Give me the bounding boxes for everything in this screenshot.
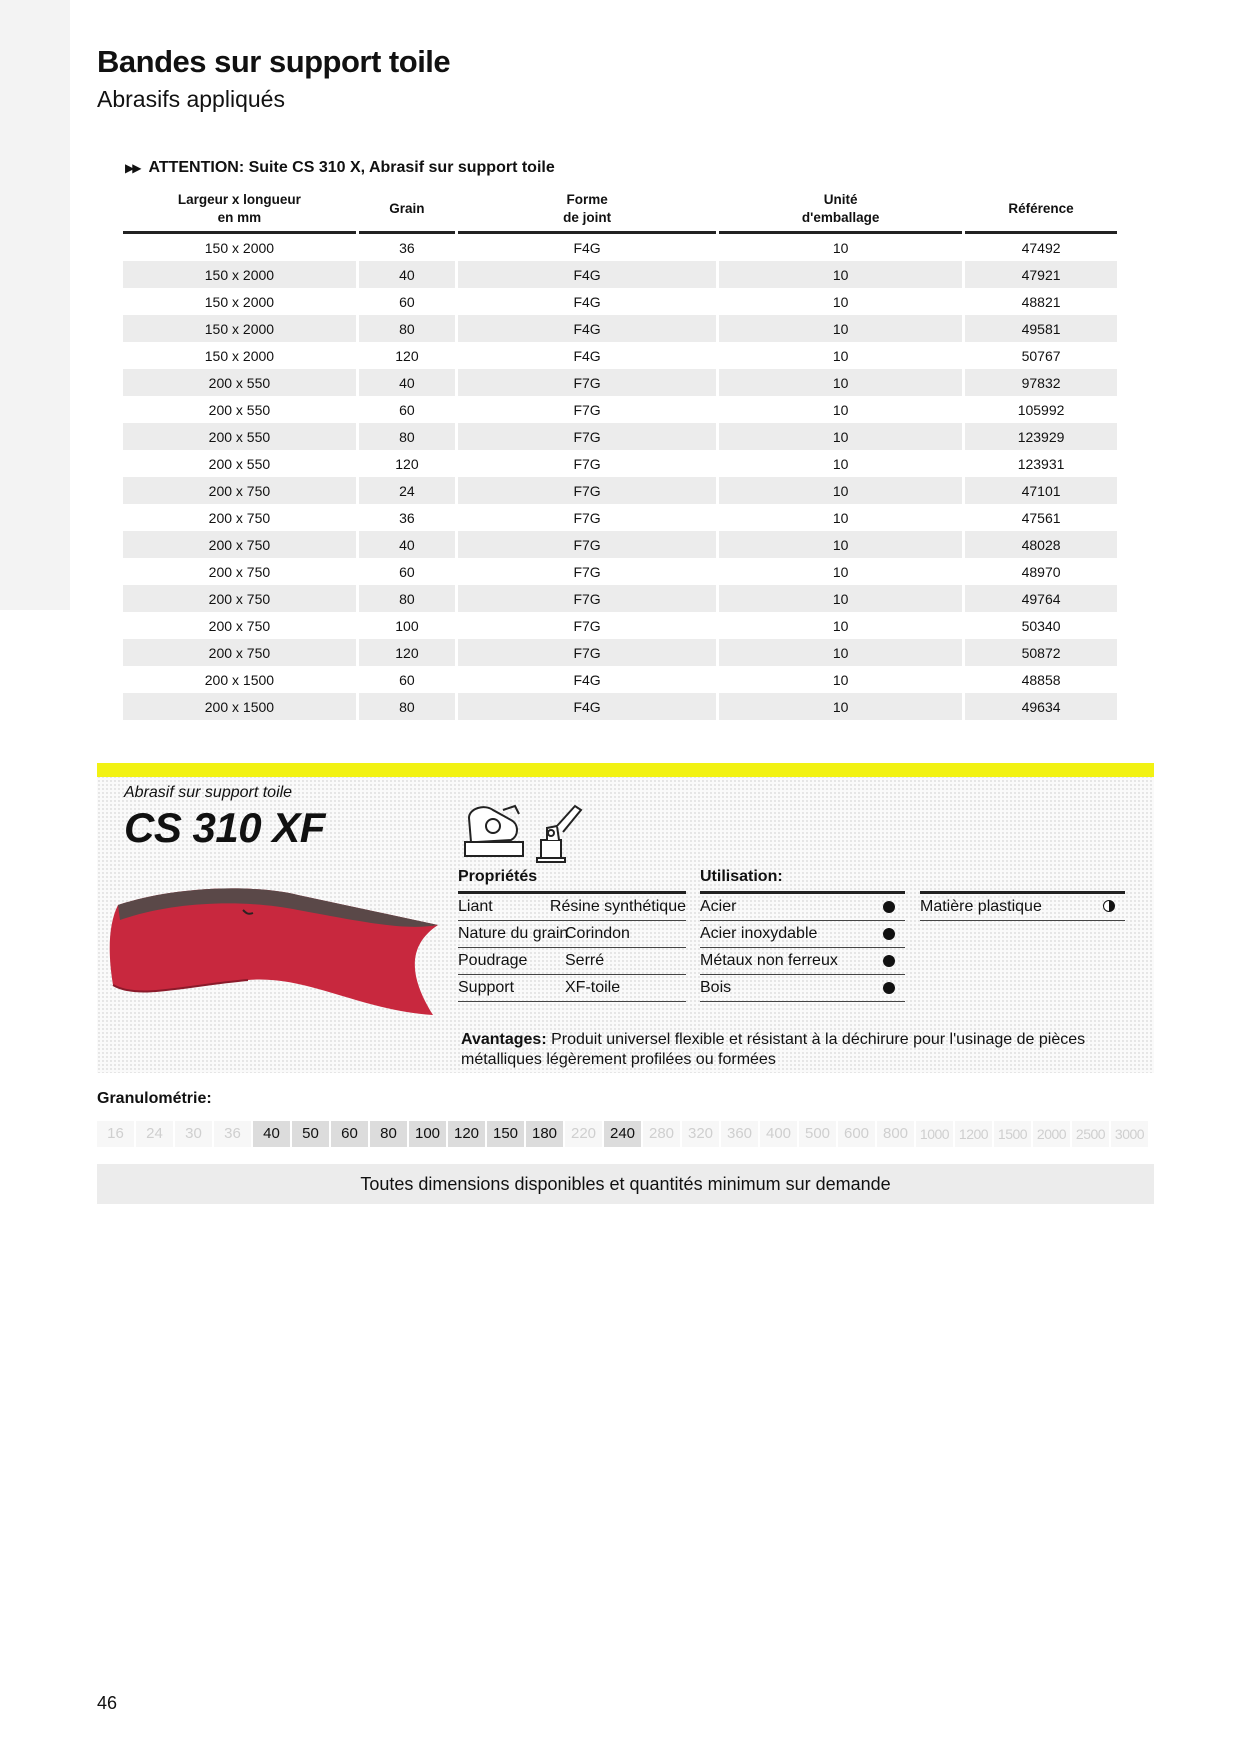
avantages-text (461, 1030, 1161, 1070)
grit-220: 220 (565, 1121, 602, 1147)
table-row (123, 639, 1117, 666)
grit-600: 600 (838, 1121, 875, 1147)
grit-1000: 1000 (916, 1121, 953, 1147)
grit-180: 180 (526, 1121, 563, 1147)
col-header-joint-line1: Forme (566, 192, 608, 207)
cell-unit: 10 (832, 347, 849, 364)
table-row (123, 450, 1117, 477)
col-header-joint (458, 187, 716, 234)
page-number: 46 (97, 1693, 118, 1713)
reference-table-body (123, 234, 1117, 720)
product-accent-bar (97, 763, 1154, 777)
cell-grain: 60 (399, 401, 415, 418)
cell-size: 150 x 2000 (204, 239, 275, 256)
cell-grain: 36 (399, 509, 415, 526)
cell-unit: 10 (719, 423, 962, 450)
cell-joint: F7G (458, 423, 716, 450)
grit-30: 30 (175, 1121, 212, 1147)
grit-1200: 1200 (955, 1121, 992, 1147)
col-header-size-line1: Largeur x longueur (177, 192, 301, 207)
cell-grain: 60 (399, 563, 415, 580)
table-row (123, 423, 1117, 450)
grit-24: 24 (136, 1121, 173, 1147)
table-row (123, 315, 1117, 342)
cell-ref: 49634 (965, 693, 1117, 720)
cell-grain: 80 (359, 423, 455, 450)
utilisation-section (700, 867, 905, 1002)
cell-unit: 10 (832, 293, 849, 310)
granulometrie-label: Granulométrie: (97, 1090, 212, 1107)
cell-ref: 47101 (965, 477, 1117, 504)
col-header-unit-line1: Unité (823, 192, 858, 207)
grit-80: 80 (370, 1121, 407, 1147)
grit-40: 40 (253, 1121, 290, 1147)
hand-belt-sander-icon (537, 806, 581, 862)
page-title: Bandes sur support toile (97, 44, 451, 79)
property-row (458, 894, 686, 921)
table-row (123, 369, 1117, 396)
grit-320: 320 (682, 1121, 719, 1147)
cell-size: 200 x 750 (208, 563, 271, 580)
cell-joint: F7G (573, 617, 601, 634)
cell-joint: F7G (573, 401, 601, 418)
cell-grain: 40 (359, 531, 455, 558)
product-subtitle: Abrasif sur support toile (124, 784, 293, 801)
col-header-size-line2: en mm (217, 210, 262, 225)
property-key: Support (458, 979, 515, 996)
cell-ref: 48970 (1021, 563, 1061, 580)
full-circle-rating-icon (883, 955, 895, 967)
table-row (123, 612, 1117, 639)
col-header-unit-line2: d'emballage (801, 210, 880, 225)
table-row (123, 234, 1117, 261)
grit-400: 400 (760, 1121, 797, 1147)
grit-2500: 2500 (1072, 1121, 1109, 1147)
grit-36: 36 (214, 1121, 251, 1147)
avantages-body: Produit universel flexible et résistant à la déchirure pour l'usinage de pièces métalliques légèrement profilées ou formées (461, 1031, 1086, 1068)
utilisation-label: Acier inoxydable (700, 925, 818, 942)
property-key: Liant (458, 898, 493, 915)
properties-heading: Propriétés (458, 867, 686, 894)
stationary-belt-grinder-icon (465, 806, 523, 856)
cell-ref: 97832 (965, 369, 1117, 396)
cell-joint: F7G (458, 639, 716, 666)
cell-joint: F7G (458, 531, 716, 558)
cell-grain: 80 (359, 585, 455, 612)
cell-size: 200 x 750 (208, 617, 271, 634)
utilisation-heading: Utilisation: (700, 867, 905, 894)
cell-ref: 50872 (965, 639, 1117, 666)
utilisation-label: Matière plastique (920, 898, 1042, 915)
cell-ref: 47561 (1021, 509, 1061, 526)
application-icons (463, 800, 593, 866)
table-row (123, 288, 1117, 315)
cell-grain: 100 (395, 617, 419, 634)
cell-unit: 10 (719, 693, 962, 720)
col-header-joint-line2: de joint (563, 210, 612, 225)
cell-ref: 48858 (1021, 671, 1061, 688)
double-chevron-right-icon: ▶▶ (125, 161, 140, 175)
cell-size: 200 x 550 (208, 401, 271, 418)
cell-size: 200 x 750 (123, 639, 356, 666)
cell-unit: 10 (719, 315, 962, 342)
cell-unit: 10 (719, 639, 962, 666)
cell-grain: 120 (395, 455, 419, 472)
cell-ref: 49581 (965, 315, 1117, 342)
grit-360: 360 (721, 1121, 758, 1147)
cell-size: 150 x 2000 (123, 315, 356, 342)
grit-150: 150 (487, 1121, 524, 1147)
table-row (123, 504, 1117, 531)
grit-120: 120 (448, 1121, 485, 1147)
cell-size: 200 x 1500 (204, 671, 275, 688)
cell-size: 200 x 750 (123, 531, 356, 558)
property-key: Poudrage (458, 952, 528, 969)
product-name: CS 310 XF (124, 804, 325, 851)
cell-ref: 50767 (1021, 347, 1061, 364)
cell-grain: 60 (399, 293, 415, 310)
cell-joint: F7G (573, 509, 601, 526)
property-key: Nature du grain (458, 925, 569, 942)
cell-ref: 50340 (1021, 617, 1061, 634)
grit-280: 280 (643, 1121, 680, 1147)
cell-ref: 47492 (1021, 239, 1061, 256)
cell-unit: 10 (832, 401, 849, 418)
cell-grain: 40 (359, 369, 455, 396)
cell-unit: 10 (832, 563, 849, 580)
cell-joint: F4G (458, 261, 716, 288)
grit-2000: 2000 (1033, 1121, 1070, 1147)
cell-size: 200 x 550 (208, 455, 271, 472)
cell-joint: F7G (458, 477, 716, 504)
avantages-label: Avantages: (461, 1031, 547, 1048)
utilisation-label: Métaux non ferreux (700, 952, 838, 969)
cell-grain: 120 (359, 639, 455, 666)
full-circle-rating-icon (883, 982, 895, 994)
property-value: Serré (565, 952, 605, 969)
cell-joint: F7G (458, 585, 716, 612)
table-row (123, 261, 1117, 288)
cell-ref: 123931 (1017, 455, 1065, 472)
cell-joint: F4G (573, 239, 601, 256)
table-row (123, 693, 1117, 720)
cell-unit: 10 (719, 531, 962, 558)
grit-1500: 1500 (994, 1121, 1031, 1147)
table-row (123, 666, 1117, 693)
grit-16: 16 (97, 1121, 134, 1147)
utilisation-label: Bois (700, 979, 732, 996)
cell-grain: 80 (359, 315, 455, 342)
table-row (123, 396, 1117, 423)
cell-joint: F4G (458, 693, 716, 720)
cell-unit: 10 (832, 617, 849, 634)
half-circle-rating-icon (1103, 900, 1115, 912)
cell-unit: 10 (832, 239, 849, 256)
footer-note: Toutes dimensions disponibles et quantités minimum sur demande (97, 1164, 1154, 1204)
cell-size: 200 x 750 (123, 477, 356, 504)
cell-grain: 36 (399, 239, 415, 256)
utilisation-section-2 (920, 867, 1125, 921)
cell-size: 150 x 2000 (123, 261, 356, 288)
grit-240: 240 (604, 1121, 641, 1147)
property-row (458, 975, 686, 1002)
grit-scale (97, 1121, 1150, 1147)
cell-joint: F4G (573, 293, 601, 310)
abrasive-belt-image (108, 885, 448, 1025)
cell-joint: F4G (458, 315, 716, 342)
utilisation-label: Acier (700, 898, 737, 915)
table-row (123, 585, 1117, 612)
grit-50: 50 (292, 1121, 329, 1147)
property-value: Résine synthétique (549, 898, 686, 915)
cell-joint: F7G (573, 563, 601, 580)
col-header-grain: Grain (359, 187, 455, 234)
property-row (458, 948, 686, 975)
property-value: Corindon (565, 925, 630, 942)
cell-grain: 24 (359, 477, 455, 504)
table-row (123, 558, 1117, 585)
cell-ref: 48028 (965, 531, 1117, 558)
utilisation-row (700, 921, 905, 948)
utilisation-row (920, 894, 1125, 921)
utilisation-row (700, 975, 905, 1002)
attention-text: ATTENTION: Suite CS 310 X, Abrasif sur support toile (148, 159, 555, 176)
cell-joint: F4G (573, 671, 601, 688)
cell-ref: 105992 (1017, 401, 1065, 418)
full-circle-rating-icon (883, 928, 895, 940)
table-row (123, 531, 1117, 558)
grit-100: 100 (409, 1121, 446, 1147)
cell-size: 200 x 750 (123, 585, 356, 612)
full-circle-rating-icon (883, 901, 895, 913)
cell-unit: 10 (719, 585, 962, 612)
table-row (123, 477, 1117, 504)
cell-ref: 123929 (965, 423, 1117, 450)
cell-size: 200 x 1500 (123, 693, 356, 720)
cell-unit: 10 (832, 455, 849, 472)
reference-table (120, 187, 1120, 720)
cell-size: 200 x 550 (123, 369, 356, 396)
properties-section (458, 867, 686, 1002)
cell-unit: 10 (719, 261, 962, 288)
col-header-ref: Référence (965, 187, 1117, 234)
cell-unit: 10 (832, 671, 849, 688)
col-header-size (123, 187, 356, 234)
grit-60: 60 (331, 1121, 368, 1147)
property-value: XF-toile (565, 979, 621, 996)
cell-unit: 10 (719, 369, 962, 396)
cell-grain: 80 (359, 693, 455, 720)
grit-3000: 3000 (1111, 1121, 1148, 1147)
grit-500: 500 (799, 1121, 836, 1147)
cell-grain: 120 (395, 347, 419, 364)
cell-grain: 60 (399, 671, 415, 688)
cell-joint: F7G (573, 455, 601, 472)
cell-ref: 47921 (965, 261, 1117, 288)
cell-size: 200 x 550 (123, 423, 356, 450)
col-header-unit (719, 187, 962, 234)
side-tab (0, 0, 70, 610)
grit-800: 800 (877, 1121, 914, 1147)
utilisation-heading-spacer (920, 867, 1125, 894)
utilisation-row (700, 948, 905, 975)
utilisation-row (700, 894, 905, 921)
cell-size: 150 x 2000 (204, 293, 275, 310)
cell-size: 200 x 750 (208, 509, 271, 526)
cell-grain: 40 (359, 261, 455, 288)
cell-joint: F7G (458, 369, 716, 396)
cell-ref: 48821 (1021, 293, 1061, 310)
table-row (123, 342, 1117, 369)
page-subtitle: Abrasifs appliqués (97, 86, 285, 112)
cell-joint: F4G (573, 347, 601, 364)
cell-unit: 10 (719, 477, 962, 504)
property-row (458, 921, 686, 948)
cell-ref: 49764 (965, 585, 1117, 612)
cell-size: 150 x 2000 (204, 347, 275, 364)
attention-note (125, 159, 555, 177)
cell-unit: 10 (832, 509, 849, 526)
